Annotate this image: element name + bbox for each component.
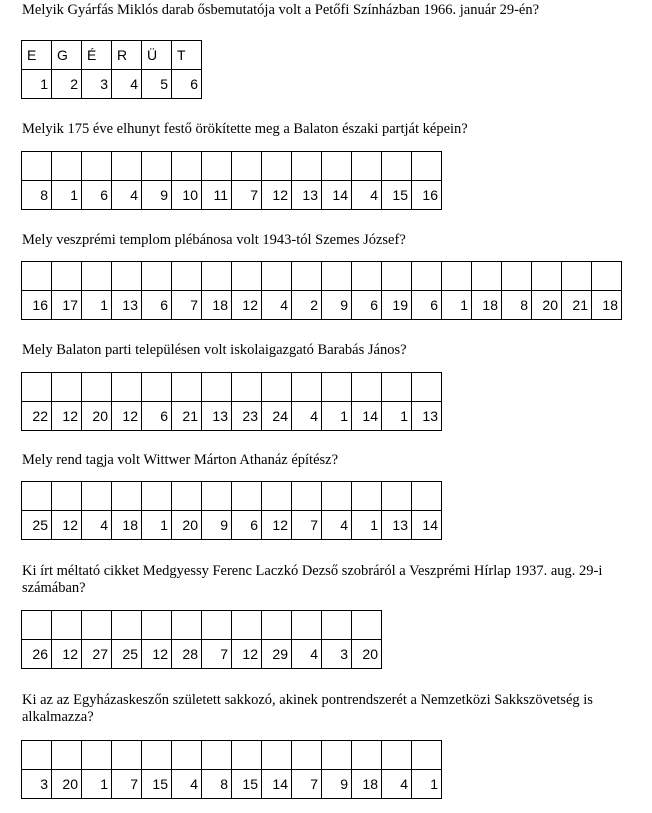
letter-row [22, 41, 202, 70]
number-cell: 24 [262, 402, 292, 431]
number-cell: 13 [412, 402, 442, 431]
letter-cell[interactable] [322, 482, 352, 511]
letter-cell[interactable] [112, 741, 142, 770]
letter-cell[interactable] [82, 152, 112, 181]
letter-cell[interactable] [172, 262, 202, 291]
number-cell: 27 [82, 640, 112, 669]
number-cell: 14 [412, 511, 442, 540]
letter-cell[interactable] [262, 152, 292, 181]
letter-cell[interactable] [322, 741, 352, 770]
letter-cell[interactable] [412, 373, 442, 402]
letter-cell[interactable] [292, 482, 322, 511]
letter-cell[interactable] [352, 741, 382, 770]
answer-grid-4 [21, 372, 442, 431]
number-cell: 1 [142, 511, 172, 540]
number-row [22, 402, 442, 431]
number-row [22, 70, 202, 99]
letter-row [22, 741, 442, 770]
number-cell: 6 [142, 402, 172, 431]
letter-cell[interactable] [52, 152, 82, 181]
letter-cell[interactable] [142, 373, 172, 402]
number-cell: 1 [412, 770, 442, 799]
number-cell: 9 [202, 511, 232, 540]
letter-cell[interactable] [262, 482, 292, 511]
number-cell: 8 [202, 770, 232, 799]
number-cell: 6 [352, 291, 382, 320]
number-cell: 12 [262, 181, 292, 210]
number-cell: 12 [142, 640, 172, 669]
letter-cell[interactable] [412, 262, 442, 291]
letter-cell[interactable] [352, 262, 382, 291]
letter-cell[interactable] [382, 741, 412, 770]
number-cell: 23 [232, 402, 262, 431]
letter-cell[interactable] [232, 482, 262, 511]
answer-grid-6 [21, 610, 382, 669]
letter-cell[interactable] [142, 611, 172, 640]
letter-cell[interactable] [352, 373, 382, 402]
number-cell: 7 [172, 291, 202, 320]
question-6: Ki írt méltató cikket Medgyessy Ferenc Laczkó Dezső szobráról a Veszprémi Hírlap 1937. aug. 29-i számában? [22, 563, 603, 596]
number-row [22, 770, 442, 799]
letter-cell[interactable] [202, 373, 232, 402]
question-3: Mely veszprémi templom plébánosa volt 1943-tól Szemes József? [22, 232, 406, 248]
number-cell: 15 [232, 770, 262, 799]
answer-grid-1 [21, 40, 202, 99]
letter-cell[interactable]: G [52, 41, 82, 70]
number-cell: 22 [22, 402, 52, 431]
letter-cell[interactable] [382, 482, 412, 511]
letter-row [22, 611, 382, 640]
letter-cell[interactable] [172, 482, 202, 511]
letter-cell[interactable] [232, 152, 262, 181]
letter-cell[interactable] [292, 741, 322, 770]
number-cell: 25 [112, 640, 142, 669]
number-cell: 18 [472, 291, 502, 320]
letter-cell[interactable]: T [172, 41, 202, 70]
letter-cell[interactable] [52, 262, 82, 291]
letter-cell[interactable] [112, 611, 142, 640]
letter-cell[interactable] [172, 152, 202, 181]
letter-cell[interactable] [412, 741, 442, 770]
question-7: Ki az az Egyházaskeszőn született sakkozó, akinek pontrendszerét a Nemzetközi Sakkszövetség is alkalmazza? [22, 692, 593, 725]
number-cell: 4 [262, 291, 292, 320]
number-cell: 5 [142, 70, 172, 99]
question-4: Mely Balaton parti településen volt iskolaigazgató Barabás János? [22, 342, 407, 358]
number-cell: 17 [52, 291, 82, 320]
number-cell: 14 [352, 402, 382, 431]
letter-cell[interactable] [232, 611, 262, 640]
number-cell: 13 [202, 402, 232, 431]
answer-grid-3 [21, 261, 622, 320]
letter-cell[interactable] [52, 611, 82, 640]
number-cell: 9 [322, 291, 352, 320]
number-cell: 6 [172, 70, 202, 99]
number-cell: 7 [292, 511, 322, 540]
letter-cell[interactable] [292, 152, 322, 181]
number-cell: 12 [232, 291, 262, 320]
number-cell: 20 [352, 640, 382, 669]
letter-cell[interactable] [82, 611, 112, 640]
letter-cell[interactable] [22, 482, 52, 511]
number-cell: 19 [382, 291, 412, 320]
number-cell: 18 [352, 770, 382, 799]
number-cell: 18 [592, 291, 622, 320]
letter-cell[interactable] [262, 262, 292, 291]
number-cell: 11 [202, 181, 232, 210]
letter-cell[interactable] [82, 262, 112, 291]
number-cell: 9 [322, 770, 352, 799]
number-cell: 8 [502, 291, 532, 320]
number-cell: 21 [172, 402, 202, 431]
number-cell: 1 [22, 70, 52, 99]
letter-cell[interactable] [352, 611, 382, 640]
answer-grid-2 [21, 151, 442, 210]
number-cell: 6 [232, 511, 262, 540]
number-row [22, 181, 442, 210]
letter-cell[interactable] [112, 482, 142, 511]
letter-cell[interactable] [52, 741, 82, 770]
letter-cell[interactable]: Ü [142, 41, 172, 70]
number-cell: 12 [112, 402, 142, 431]
number-cell: 8 [22, 181, 52, 210]
letter-cell[interactable] [52, 373, 82, 402]
letter-row [22, 262, 622, 291]
number-cell: 4 [172, 770, 202, 799]
number-cell: 1 [442, 291, 472, 320]
letter-cell[interactable] [562, 262, 592, 291]
letter-cell[interactable] [22, 262, 52, 291]
number-cell: 3 [82, 70, 112, 99]
number-cell: 18 [112, 511, 142, 540]
letter-cell[interactable] [142, 741, 172, 770]
number-cell: 7 [232, 181, 262, 210]
number-cell: 20 [82, 402, 112, 431]
number-cell: 28 [172, 640, 202, 669]
letter-cell[interactable] [112, 262, 142, 291]
number-cell: 4 [292, 640, 322, 669]
letter-cell[interactable] [52, 482, 82, 511]
number-cell: 3 [22, 770, 52, 799]
letter-cell[interactable] [322, 262, 352, 291]
question-1: Melyik Gyárfás Miklós darab ősbemutatója volt a Petőfi Színházban 1966. január 29-én? [22, 2, 540, 18]
number-cell: 1 [52, 181, 82, 210]
letter-cell[interactable] [202, 152, 232, 181]
letter-cell[interactable] [112, 373, 142, 402]
letter-cell[interactable] [142, 482, 172, 511]
letter-cell[interactable] [292, 611, 322, 640]
letter-cell[interactable] [412, 482, 442, 511]
letter-cell[interactable] [592, 262, 622, 291]
number-cell: 21 [562, 291, 592, 320]
letter-cell[interactable] [232, 373, 262, 402]
number-cell: 1 [82, 291, 112, 320]
number-cell: 7 [202, 640, 232, 669]
letter-cell[interactable] [412, 152, 442, 181]
letter-cell[interactable] [322, 373, 352, 402]
number-cell: 1 [382, 402, 412, 431]
number-cell: 15 [382, 181, 412, 210]
letter-cell[interactable] [382, 152, 412, 181]
number-cell: 12 [262, 511, 292, 540]
letter-cell[interactable] [532, 262, 562, 291]
number-cell: 7 [292, 770, 322, 799]
letter-cell[interactable] [172, 373, 202, 402]
letter-cell[interactable] [322, 152, 352, 181]
letter-cell[interactable] [232, 741, 262, 770]
number-cell: 6 [412, 291, 442, 320]
number-cell: 16 [22, 291, 52, 320]
number-cell: 4 [82, 511, 112, 540]
number-cell: 12 [52, 640, 82, 669]
number-cell: 15 [142, 770, 172, 799]
number-cell: 4 [382, 770, 412, 799]
letter-cell[interactable] [442, 262, 472, 291]
letter-cell[interactable] [262, 373, 292, 402]
number-cell: 16 [412, 181, 442, 210]
number-cell: 13 [292, 181, 322, 210]
number-cell: 14 [262, 770, 292, 799]
number-cell: 1 [82, 770, 112, 799]
letter-cell[interactable] [382, 373, 412, 402]
number-cell: 4 [112, 70, 142, 99]
letter-cell[interactable] [172, 611, 202, 640]
number-cell: 6 [82, 181, 112, 210]
number-cell: 29 [262, 640, 292, 669]
letter-cell[interactable] [82, 482, 112, 511]
number-cell: 3 [322, 640, 352, 669]
number-cell: 7 [112, 770, 142, 799]
number-cell: 2 [52, 70, 82, 99]
letter-cell[interactable] [172, 741, 202, 770]
letter-cell[interactable] [352, 482, 382, 511]
number-cell: 10 [172, 181, 202, 210]
letter-cell[interactable] [142, 262, 172, 291]
number-row [22, 640, 382, 669]
letter-row [22, 152, 442, 181]
number-cell: 18 [202, 291, 232, 320]
letter-cell[interactable] [472, 262, 502, 291]
number-cell: 6 [142, 291, 172, 320]
number-cell: 20 [532, 291, 562, 320]
question-2: Melyik 175 éve elhunyt festő örökítette meg a Balaton északi partját képein? [22, 121, 468, 137]
number-cell: 2 [292, 291, 322, 320]
number-cell: 13 [112, 291, 142, 320]
answer-grid-7 [21, 740, 442, 799]
letter-cell[interactable] [232, 262, 262, 291]
letter-cell[interactable] [322, 611, 352, 640]
letter-cell[interactable] [502, 262, 532, 291]
letter-cell[interactable] [82, 373, 112, 402]
number-cell: 14 [322, 181, 352, 210]
letter-cell[interactable] [202, 611, 232, 640]
number-row [22, 511, 442, 540]
letter-cell[interactable] [82, 741, 112, 770]
letter-cell[interactable] [22, 741, 52, 770]
number-cell: 12 [52, 511, 82, 540]
number-cell: 13 [382, 511, 412, 540]
letter-cell[interactable] [202, 262, 232, 291]
answer-grid-5 [21, 481, 442, 540]
number-cell: 12 [232, 640, 262, 669]
letter-cell[interactable] [112, 152, 142, 181]
letter-cell[interactable] [262, 611, 292, 640]
letter-cell[interactable] [22, 611, 52, 640]
letter-cell[interactable] [262, 741, 292, 770]
letter-cell[interactable] [202, 482, 232, 511]
number-cell: 1 [352, 511, 382, 540]
number-cell: 20 [52, 770, 82, 799]
letter-row [22, 482, 442, 511]
letter-cell[interactable] [202, 741, 232, 770]
number-cell: 20 [172, 511, 202, 540]
letter-cell[interactable] [382, 262, 412, 291]
number-cell: 25 [22, 511, 52, 540]
number-cell: 4 [292, 402, 322, 431]
letter-cell[interactable] [292, 373, 322, 402]
letter-cell[interactable] [142, 152, 172, 181]
number-cell: 12 [52, 402, 82, 431]
letter-cell[interactable] [22, 373, 52, 402]
number-cell: 1 [322, 402, 352, 431]
letter-cell[interactable] [292, 262, 322, 291]
letter-row [22, 373, 442, 402]
letter-cell[interactable] [352, 152, 382, 181]
letter-cell[interactable]: E [22, 41, 52, 70]
number-cell: 4 [352, 181, 382, 210]
number-cell: 26 [22, 640, 52, 669]
letter-cell[interactable]: R [112, 41, 142, 70]
letter-cell[interactable]: É [82, 41, 112, 70]
letter-cell[interactable] [22, 152, 52, 181]
number-cell: 9 [142, 181, 172, 210]
number-row [22, 291, 622, 320]
number-cell: 4 [112, 181, 142, 210]
question-5: Mely rend tagja volt Wittwer Márton Athanáz építész? [22, 452, 339, 468]
number-cell: 4 [322, 511, 352, 540]
